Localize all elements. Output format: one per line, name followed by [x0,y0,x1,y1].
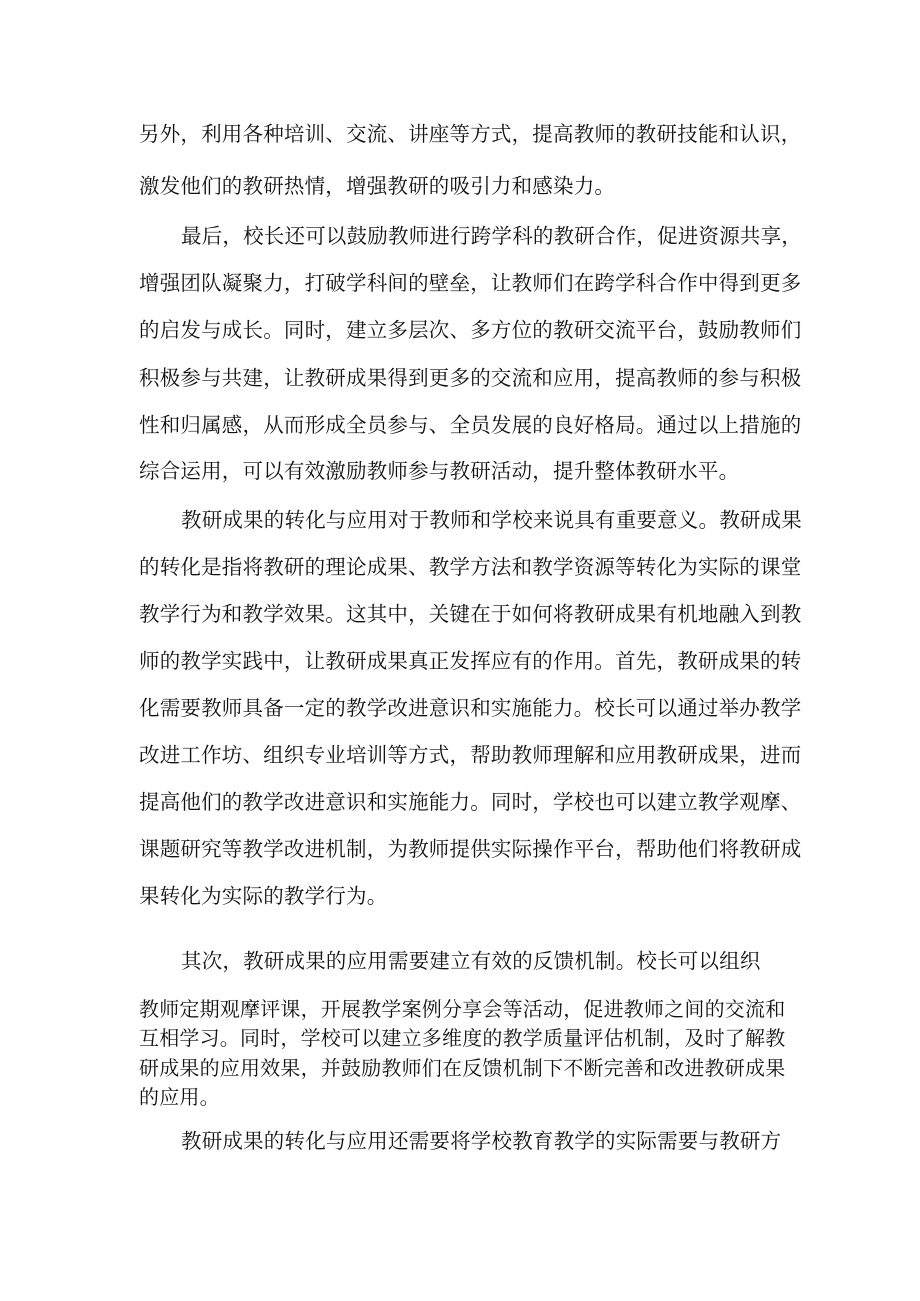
text-line: 的启发与成长。同时，建立多层次、多方位的教研交流平台，鼓励教师们 [139,318,802,342]
text-line: 师的教学实践中，让教研成果真正发挥应有的作用。首先，教研成果的转 [139,649,802,673]
text-line: 化需要教师具备一定的教学改进意识和实施能力。校长可以通过举办教学 [139,696,802,720]
text-line: 的转化是指将教研的理论成果、教学方法和教学资源等转化为实际的课堂 [139,555,802,579]
text-line: 的应用。 [139,1085,220,1109]
paragraph-first-line: 教研成果的转化与应用对于教师和学校来说具有重要意义。教研成果 [181,508,802,532]
paragraph-first-line: 其次，教研成果的应用需要建立有效的反馈机制。校长可以组织 [181,949,761,973]
text-line: 课题研究等教学改进机制，为教师提供实际操作平台，帮助他们将教研成 [139,837,802,861]
text-line: 性和归属感，从而形成全员参与、全员发展的良好格局。通过以上措施的 [139,413,802,437]
paragraph-first-line: 最后，校长还可以鼓励教师进行跨学科的教研合作，促进资源共享， [181,224,802,248]
text-line: 研成果的应用效果，并鼓励教师们在反馈机制下不断完善和改进教研成果 [139,1056,786,1080]
text-line: 果转化为实际的教学行为。 [139,884,388,908]
text-line: 提高他们的教学改进意识和实施能力。同时，学校也可以建立教学观摩、 [139,790,802,814]
text-line: 增强团队凝聚力，打破学科间的壁垒，让教师们在跨学科合作中得到更多 [139,271,802,295]
text-line: 另外，利用各种培训、交流、讲座等方式，提高教师的教研技能和认识， [139,122,802,146]
text-line: 教学行为和教学效果。这其中，关键在于如何将教研成果有机地融入到教 [139,602,802,626]
text-line: 教师定期观摩评课，开展教学案例分享会等活动，促进教师之间的交流和 [139,997,786,1021]
paragraph-first-line: 教研成果的转化与应用还需要将学校教育教学的实际需要与教研方 [181,1129,782,1153]
text-line: 积极参与共建，让教研成果得到更多的交流和应用，提高教师的参与积极 [139,366,802,390]
text-line: 改进工作坊、组织专业培训等方式，帮助教师理解和应用教研成果，进而 [139,743,802,767]
text-line: 综合运用，可以有效激励教师参与教研活动，提升整体教研水平。 [139,459,740,483]
text-line: 互相学习。同时，学校可以建立多维度的教学质量评估机制，及时了解教 [139,1026,786,1050]
text-line: 激发他们的教研热情，增强教研的吸引力和感染力。 [139,174,616,198]
